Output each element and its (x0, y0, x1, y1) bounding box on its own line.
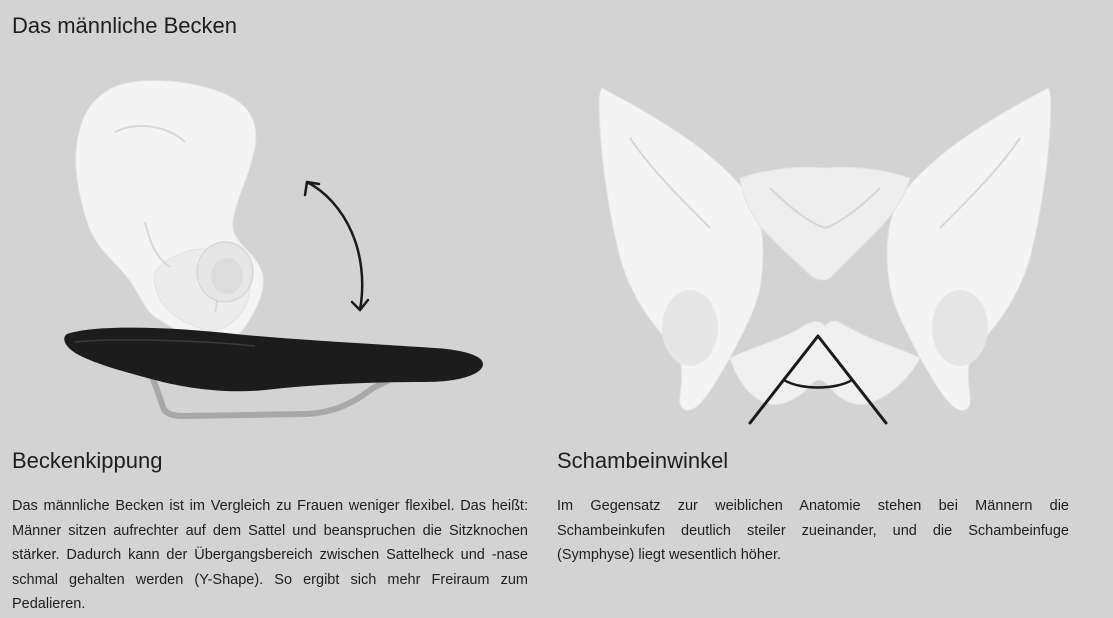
pelvis-side-view-image (55, 72, 495, 427)
pelvis-side-bone (76, 80, 264, 342)
pelvis-front-bone (599, 88, 1051, 410)
section-heading: Beckenkippung (12, 448, 163, 473)
saddle-image (64, 328, 483, 416)
pelvis-front-illustration (590, 78, 1060, 430)
pelvis-on-saddle-illustration (55, 72, 495, 427)
page-title: Das männliche Becken (12, 13, 238, 38)
section-text: Im Gegensatz zur weiblichen Anatomie stehen bei Männern die Schambeinkufen deutlich steiler zueinander, und die Schambeinfuge (Symphyse) liegt wesentlich höher. (557, 498, 1069, 563)
section-text: Das männliche Becken ist im Vergleich zu Frauen weniger flexibel. Das heißt: Männer sitzen aufrechter auf dem Sattel und beanspruchen die Sitzknochen stärker. Dadurch kann der Übergangsbereich zwischen Sattelheck und -nase schmal gehalten werden (Y-Shape). So ergibt sich mehr Freiraum zum Pedalieren. (12, 498, 528, 612)
pelvis-front-view-image (590, 78, 1060, 430)
curved-double-arrow-icon (305, 182, 368, 310)
saddle-shell (64, 328, 483, 392)
section-heading: Schambeinwinkel (557, 448, 729, 473)
